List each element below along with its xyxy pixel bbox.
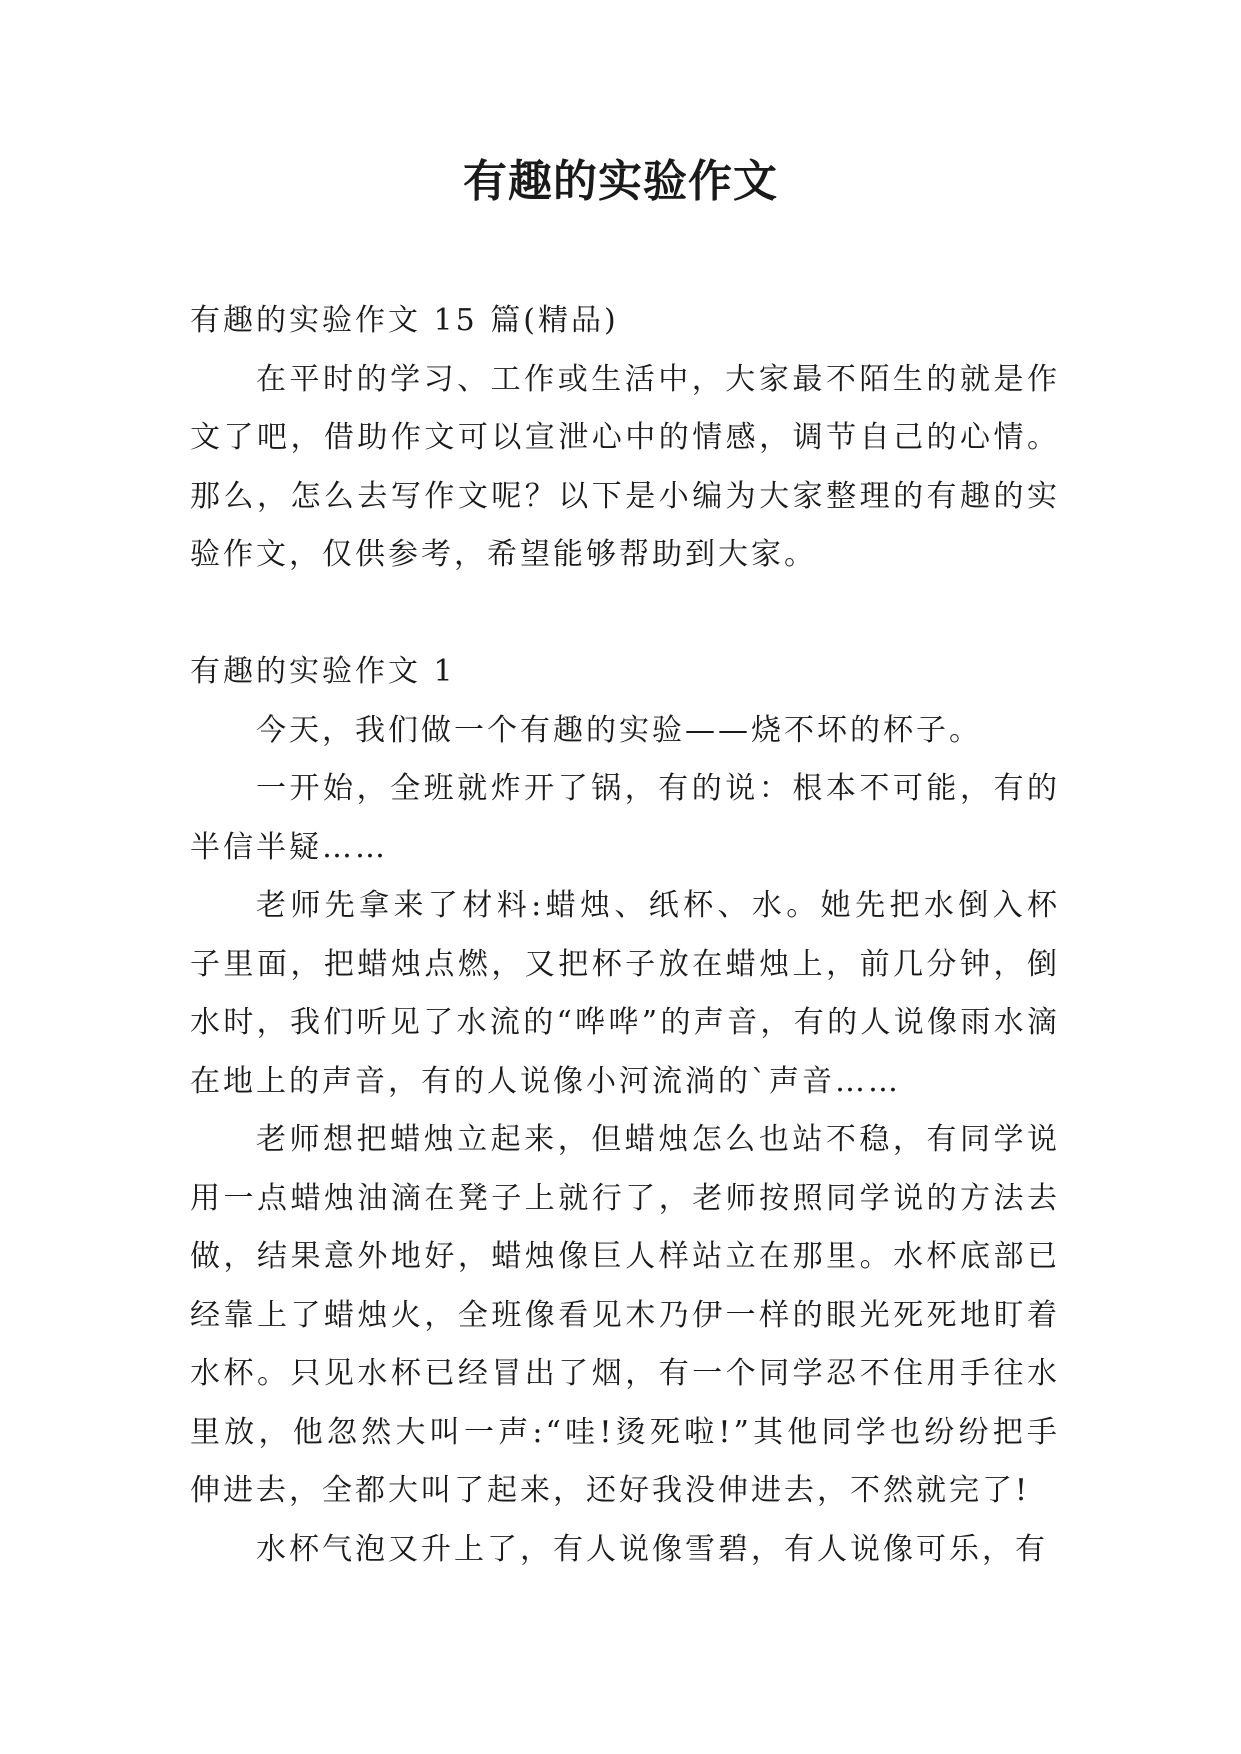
- document-body: [190, 292, 1060, 1579]
- document-subtitle: 有趣的实验作文 15 篇(精品): [190, 303, 619, 338]
- body-paragraph: 一开始，全班就炸开了锅，有的说：根本不可能，有的半信半疑……: [190, 771, 1060, 865]
- paragraph-spacer: [190, 585, 1060, 644]
- body-paragraph: 老师先拿来了材料:蜡烛、纸杯、水。她先把水倒入杯子里面，把蜡烛点燃，又把杯子放在蜡烛上，前几分钟，倒水时，我们听见了水流的“哗哗”的声音，有的人说像雨水滴在地上的声音，有的人说像小河流淌的`声音……: [190, 888, 1060, 1099]
- intro-paragraph: 在平时的学习、工作或生活中，大家最不陌生的就是作文了吧，借助作文可以宣泄心中的情感，调节自己的心情。那么，怎么去写作文呢？以下是小编为大家整理的有趣的实验作文，仅供参考，希望能够帮助到大家。: [190, 361, 1060, 572]
- body-paragraph: 老师想把蜡烛立起来，但蜡烛怎么也站不稳，有同学说用一点蜡烛油滴在凳子上就行了，老师按照同学说的方法去做，结果意外地好，蜡烛像巨人样站立在那里。水杯底部已经靠上了蜡烛火，全班像看见木乃伊一样的眼光死死地盯着水杯。只见水杯已经冒出了烟，有一个同学忍不住用手往水里放，他忽然大叫一声:“哇!烫死啦!”其他同学也纷纷把手伸进去，全都大叫了起来，还好我没伸进去，不然就完了!: [190, 1122, 1060, 1508]
- body-paragraph: 今天，我们做一个有趣的实验——烧不坏的杯子。: [256, 712, 982, 748]
- document-title: 有趣的实验作文: [463, 156, 778, 207]
- section-heading: 有趣的实验作文 1: [190, 654, 456, 689]
- body-paragraph: 水杯气泡又升上了，有人说像雪碧，有人说像可乐，有: [256, 1531, 1048, 1567]
